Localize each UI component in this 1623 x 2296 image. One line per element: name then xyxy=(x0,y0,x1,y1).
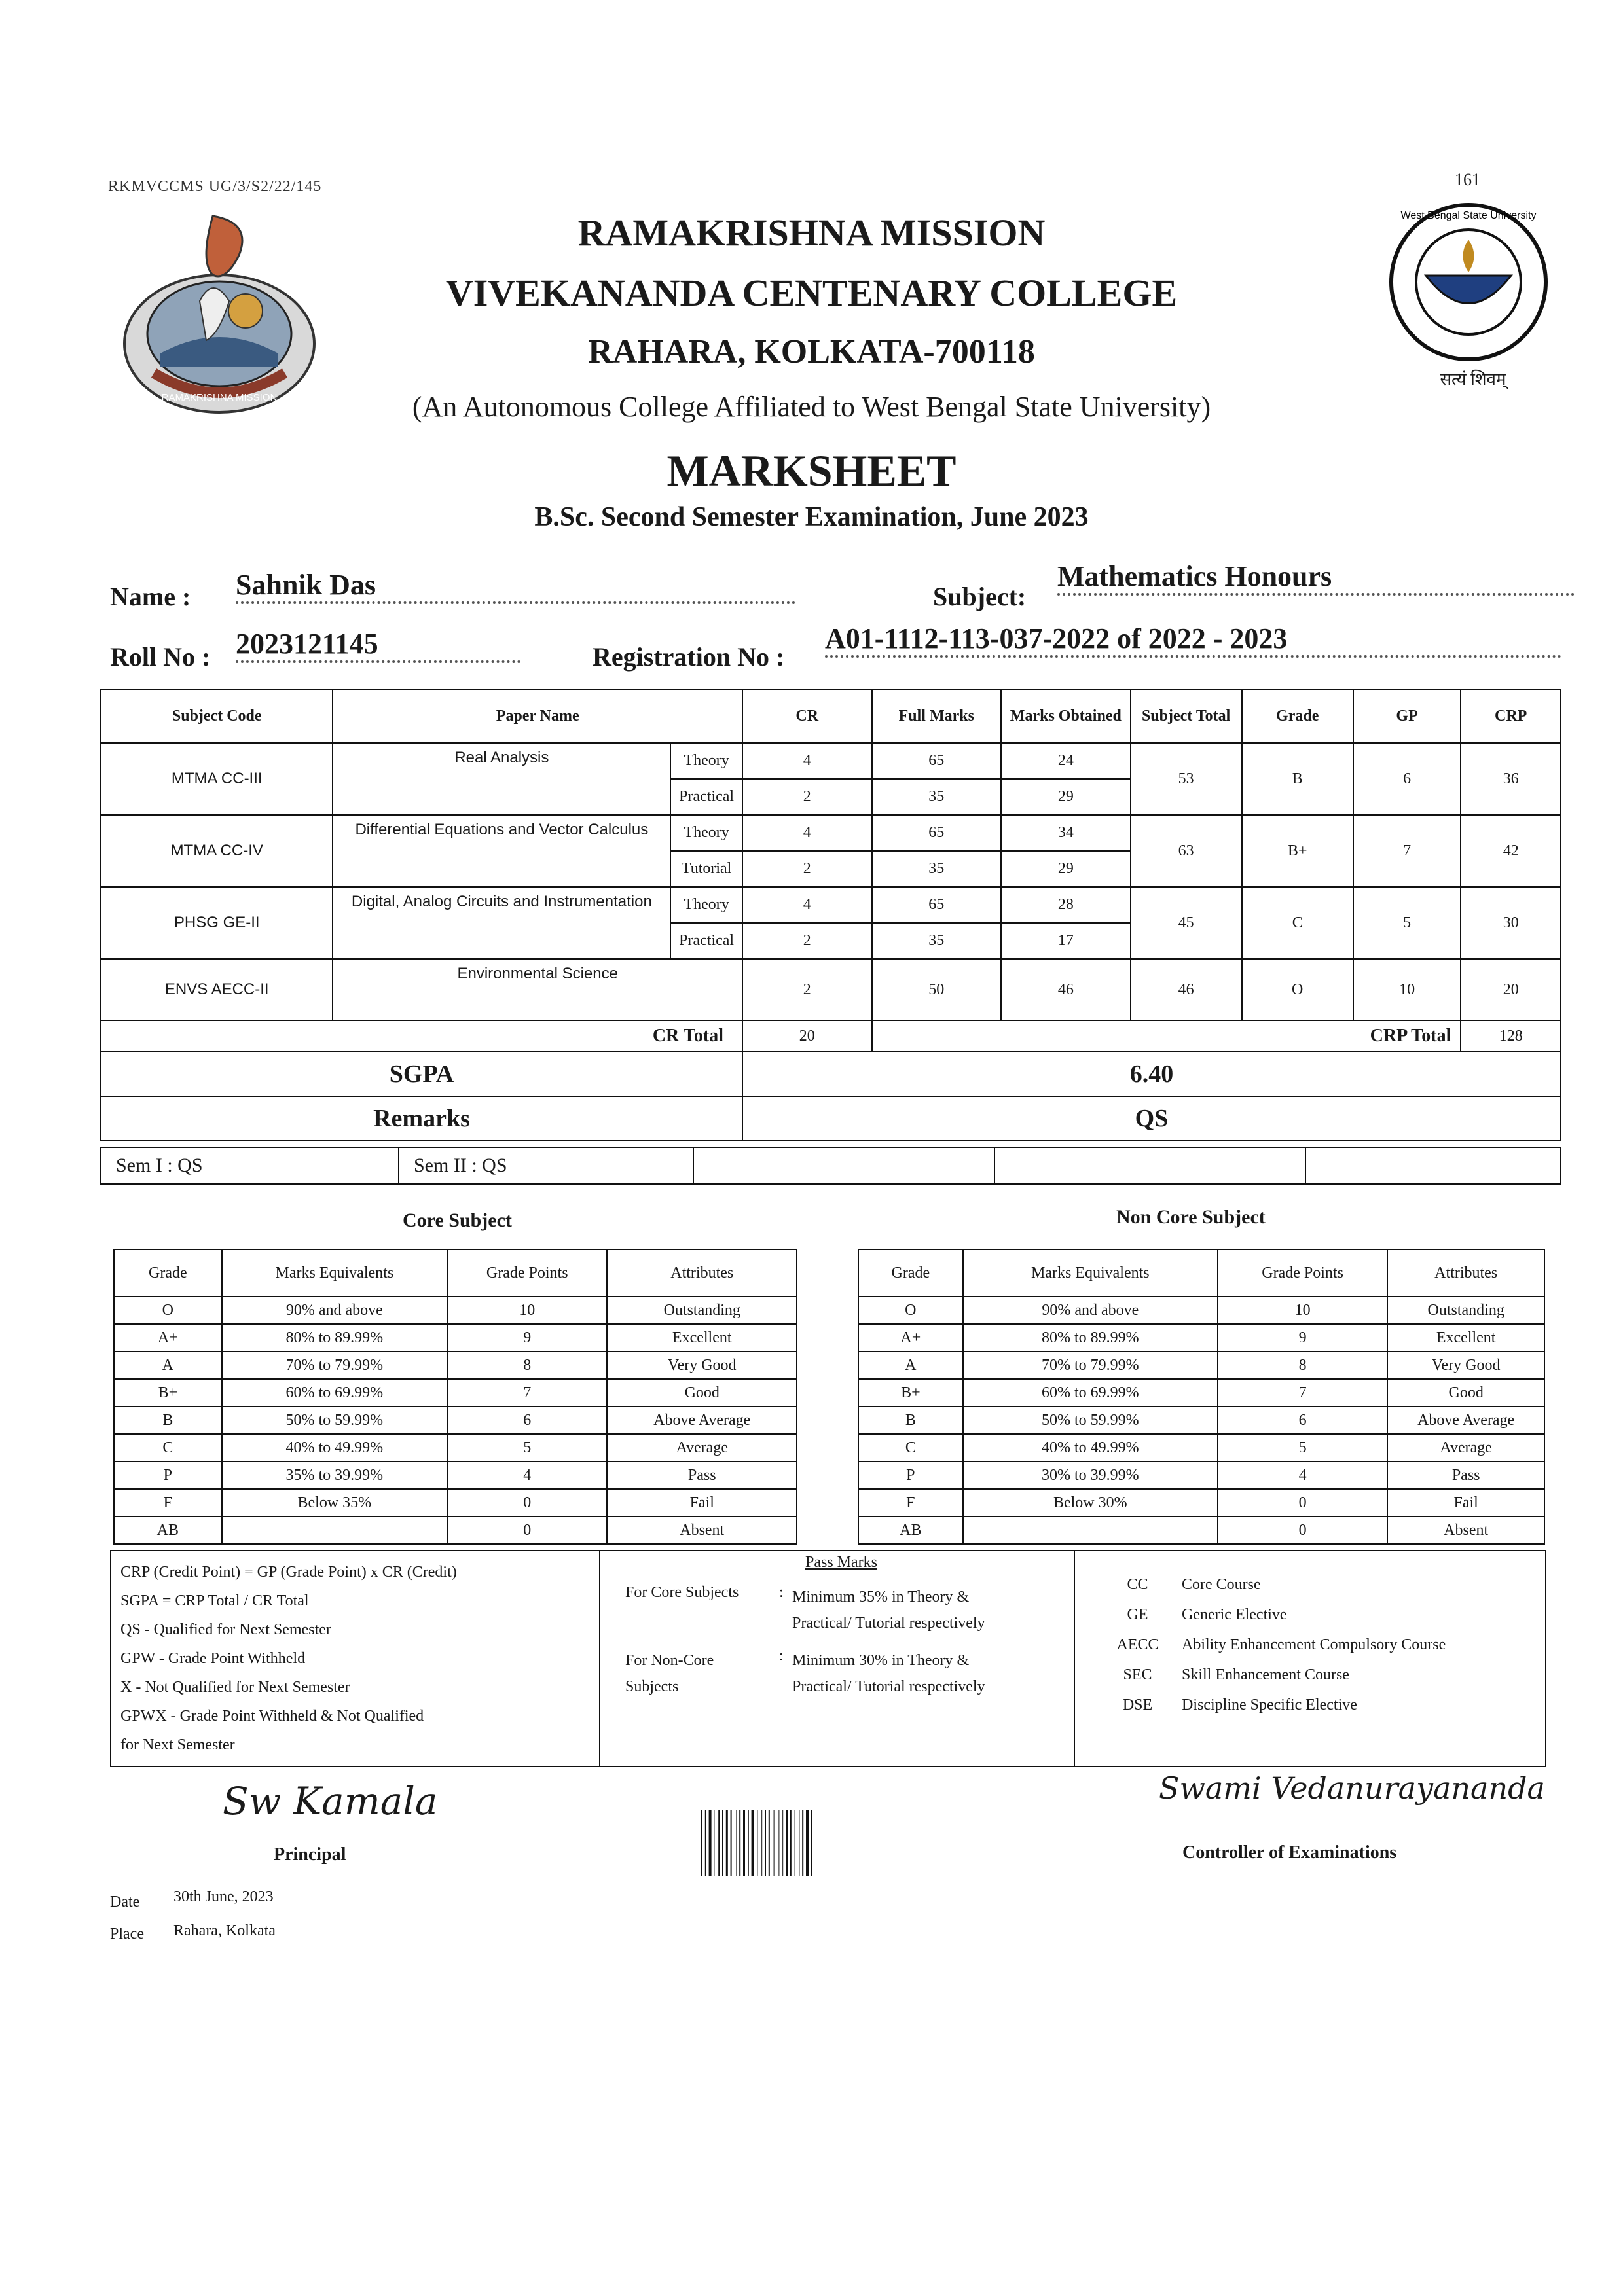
header-subject-code: Subject Code xyxy=(101,689,333,743)
subject-crp: 42 xyxy=(1461,815,1561,887)
attribute: Above Average xyxy=(1387,1407,1544,1434)
page-number: 161 xyxy=(1455,170,1480,189)
part-type: Tutorial xyxy=(670,851,742,887)
attribute: Outstanding xyxy=(607,1297,797,1324)
remarks-value: QS xyxy=(742,1096,1561,1141)
attribute: Absent xyxy=(1387,1516,1544,1544)
part-full-marks: 35 xyxy=(872,923,1002,959)
attribute: Outstanding xyxy=(1387,1297,1544,1324)
college-address: RAHARA, KOLKATA-700118 xyxy=(588,333,1035,370)
grade-points: 9 xyxy=(447,1324,607,1352)
core-subject-title: Core Subject xyxy=(403,1210,512,1231)
grade: O xyxy=(114,1297,222,1324)
barcode-bar xyxy=(705,1810,706,1876)
college-name-line1: RAMAKRISHNA MISSION xyxy=(577,211,1046,254)
attribute: Good xyxy=(607,1379,797,1407)
grade-row xyxy=(858,1516,1544,1544)
grade-points: 9 xyxy=(1218,1324,1387,1352)
attribute: Pass xyxy=(607,1462,797,1489)
grade: A xyxy=(858,1352,963,1379)
seal-motto: सत्यं शिवम् xyxy=(1440,370,1506,389)
colon: : xyxy=(779,1647,784,1664)
student-name: Sahnik Das xyxy=(236,568,795,604)
marks-equivalent: 30% to 39.99% xyxy=(963,1462,1218,1489)
attributes-header: Attributes xyxy=(1387,1249,1544,1297)
crp-total-label: CRP Total xyxy=(872,1020,1461,1052)
part-marks-obtained: 24 xyxy=(1001,743,1131,779)
grade-row xyxy=(858,1379,1544,1407)
definition-item: for Next Semester xyxy=(120,1736,235,1753)
subject-total: 63 xyxy=(1131,815,1242,887)
crp-total: 128 xyxy=(1461,1020,1561,1052)
grade-row xyxy=(114,1516,797,1544)
part-cr: 2 xyxy=(742,851,872,887)
principal-title: Principal xyxy=(274,1844,346,1865)
marks-equivalent: 50% to 59.99% xyxy=(222,1407,447,1434)
barcode-bar xyxy=(802,1810,803,1876)
abbreviation-meaning: Ability Enhancement Compulsory Course xyxy=(1182,1636,1446,1653)
barcode-bar xyxy=(743,1810,745,1876)
definitions-list xyxy=(120,1558,457,1759)
place-label: Place xyxy=(110,1926,144,1943)
part-cr: 4 xyxy=(742,743,872,779)
barcode-bar xyxy=(748,1810,749,1876)
grade: AB xyxy=(858,1516,963,1544)
barcode-bar xyxy=(774,1810,775,1876)
grade-points-header: Grade Points xyxy=(1218,1249,1387,1297)
cr-total-label: CR Total xyxy=(101,1020,742,1052)
paper-name: Differential Equations and Vector Calculus xyxy=(333,815,670,887)
part-type: Practical xyxy=(670,779,742,815)
subject-grade: C xyxy=(1242,887,1353,959)
grade: A+ xyxy=(114,1324,222,1352)
sem-empty xyxy=(693,1147,994,1184)
marks-equivalent: 70% to 79.99% xyxy=(963,1352,1218,1379)
principal-signature: Sw Kamala xyxy=(223,1779,438,1823)
grade: B xyxy=(114,1407,222,1434)
core-grade-table xyxy=(113,1249,797,1545)
marks-equiv-header: Marks Equivalents xyxy=(963,1249,1218,1297)
marks-equivalent xyxy=(222,1516,447,1544)
sgpa-label: SGPA xyxy=(101,1052,742,1096)
abbreviation-item xyxy=(1106,1660,1446,1690)
grade: P xyxy=(114,1462,222,1489)
subject-grade: O xyxy=(1242,959,1353,1020)
barcode-bar xyxy=(761,1810,762,1876)
document-title: MARKSHEET xyxy=(666,446,957,495)
grade-points-header: Grade Points xyxy=(447,1249,607,1297)
barcode-bar xyxy=(769,1810,770,1876)
barcode-bar xyxy=(806,1810,809,1876)
barcode-bar xyxy=(726,1810,728,1876)
grade: B+ xyxy=(114,1379,222,1407)
emblem-text: RAMAKRISHNA MISSION xyxy=(161,392,278,403)
barcode-bar xyxy=(765,1810,766,1876)
subject-gp: 6 xyxy=(1353,743,1461,815)
core-rule-line1: Minimum 35% in Theory & xyxy=(792,1588,970,1605)
grade-row xyxy=(114,1434,797,1462)
grade-row xyxy=(858,1352,1544,1379)
grade-row xyxy=(858,1297,1544,1324)
marks-equivalent: 40% to 49.99% xyxy=(222,1434,447,1462)
subject-gp: 10 xyxy=(1353,959,1461,1020)
coe-title: Controller of Examinations xyxy=(1182,1842,1397,1863)
attribute: Excellent xyxy=(607,1324,797,1352)
core-pass-rule xyxy=(792,1584,985,1636)
subject-crp: 20 xyxy=(1461,959,1561,1020)
barcode-bar xyxy=(701,1810,702,1876)
grade-row xyxy=(114,1407,797,1434)
colon: : xyxy=(779,1584,784,1601)
barcode-bar xyxy=(752,1810,754,1876)
marks-equivalent: 90% and above xyxy=(222,1297,447,1324)
abbreviation-item xyxy=(1106,1630,1446,1660)
marks-table xyxy=(100,689,1561,1141)
attribute: Excellent xyxy=(1387,1324,1544,1352)
subject-grade: B+ xyxy=(1242,815,1353,887)
sem2-status: Sem II : QS xyxy=(399,1147,693,1184)
header-full-marks: Full Marks xyxy=(872,689,1002,743)
grade: A+ xyxy=(858,1324,963,1352)
part-marks-obtained: 29 xyxy=(1001,851,1131,887)
grade-points: 10 xyxy=(447,1297,607,1324)
header-grade: Grade xyxy=(1242,689,1353,743)
grade: O xyxy=(858,1297,963,1324)
grade-points: 0 xyxy=(1218,1516,1387,1544)
part-cr: 2 xyxy=(742,959,872,1020)
grade-header: Grade xyxy=(858,1249,963,1297)
marks-equivalent: 60% to 69.99% xyxy=(222,1379,447,1407)
marks-equivalent xyxy=(963,1516,1218,1544)
noncore-pass-rule xyxy=(792,1647,985,1700)
attribute: Average xyxy=(607,1434,797,1462)
grade: AB xyxy=(114,1516,222,1544)
pass-marks-title: Pass Marks xyxy=(805,1554,878,1571)
grade-row xyxy=(858,1434,1544,1462)
grade-points: 6 xyxy=(1218,1407,1387,1434)
remarks-label: Remarks xyxy=(101,1096,742,1141)
sgpa-value: 6.40 xyxy=(742,1052,1561,1096)
marks-equivalent: Below 35% xyxy=(222,1489,447,1516)
cr-total: 20 xyxy=(742,1020,872,1052)
subject-gp: 7 xyxy=(1353,815,1461,887)
subject-grade: B xyxy=(1242,743,1353,815)
attributes-header: Attributes xyxy=(607,1249,797,1297)
noncore-subject-title: Non Core Subject xyxy=(1116,1206,1266,1228)
abbreviation-item xyxy=(1106,1690,1446,1720)
registration-number: A01-1112-113-037-2022 of 2022 - 2023 xyxy=(825,622,1561,658)
student-subject: Mathematics Honours xyxy=(1057,560,1575,596)
header-cr: CR xyxy=(742,689,872,743)
noncore-grade-table xyxy=(858,1249,1545,1545)
grade-points: 10 xyxy=(1218,1297,1387,1324)
part-full-marks: 65 xyxy=(872,815,1002,851)
grade-points: 0 xyxy=(447,1489,607,1516)
abbreviation-code: DSE xyxy=(1122,1696,1153,1713)
registration-label: Registration No : xyxy=(593,642,785,672)
definition-item: SGPA = CRP Total / CR Total xyxy=(120,1592,309,1609)
grade: B xyxy=(858,1407,963,1434)
definition-item: GPWX - Grade Point Withheld & Not Qualified xyxy=(120,1708,424,1725)
divider xyxy=(599,1551,600,1766)
serial-number: RKMVCCMS UG/3/S2/22/145 xyxy=(108,178,322,195)
semester-status-row xyxy=(100,1147,1561,1185)
grade: B+ xyxy=(858,1379,963,1407)
roll-label: Roll No : xyxy=(110,642,211,672)
barcode-bar xyxy=(782,1810,783,1876)
grade-row xyxy=(114,1379,797,1407)
grade-header: Grade xyxy=(114,1249,222,1297)
college-name-line2: VIVEKANANDA CENTENARY COLLEGE xyxy=(445,272,1178,314)
date-label: Date xyxy=(110,1893,140,1910)
marks-equivalent: 80% to 89.99% xyxy=(222,1324,447,1352)
header-crp: CRP xyxy=(1461,689,1561,743)
barcode-bar xyxy=(739,1810,740,1876)
definition-item: QS - Qualified for Next Semester xyxy=(120,1621,331,1638)
grade-row xyxy=(114,1489,797,1516)
issue-place: Rahara, Kolkata xyxy=(173,1922,276,1939)
part-marks-obtained: 29 xyxy=(1001,779,1131,815)
part-type: Theory xyxy=(670,887,742,923)
attribute: Absent xyxy=(607,1516,797,1544)
sem-empty xyxy=(994,1147,1305,1184)
marks-equivalent: Below 30% xyxy=(963,1489,1218,1516)
attribute: Fail xyxy=(607,1489,797,1516)
attribute: Good xyxy=(1387,1379,1544,1407)
subject-total: 45 xyxy=(1131,887,1242,959)
divider xyxy=(1074,1551,1075,1766)
affiliation: (An Autonomous College Affiliated to West Bengal State University) xyxy=(412,391,1211,423)
paper-name: Real Analysis xyxy=(333,743,670,815)
part-cr: 4 xyxy=(742,815,872,851)
paper-name: Digital, Analog Circuits and Instrumentation xyxy=(333,887,670,959)
barcode-bar xyxy=(718,1810,720,1876)
core-subjects-label: For Core Subjects xyxy=(625,1584,739,1601)
subject-code: PHSG GE-II xyxy=(101,887,333,959)
abbreviations-list xyxy=(1106,1570,1446,1720)
abbreviation-meaning: Discipline Specific Elective xyxy=(1182,1696,1357,1713)
noncore-rule-line1: Minimum 30% in Theory & xyxy=(792,1652,970,1669)
marks-equivalent: 35% to 39.99% xyxy=(222,1462,447,1489)
grade-points: 4 xyxy=(1218,1462,1387,1489)
subject-code: MTMA CC-III xyxy=(101,743,333,815)
grade-row xyxy=(114,1297,797,1324)
grade-points: 8 xyxy=(1218,1352,1387,1379)
grade: A xyxy=(114,1352,222,1379)
legend-box xyxy=(110,1550,1546,1767)
part-full-marks: 50 xyxy=(872,959,1002,1020)
issue-date: 30th June, 2023 xyxy=(173,1888,274,1905)
grade: P xyxy=(858,1462,963,1489)
part-full-marks: 35 xyxy=(872,779,1002,815)
subject-code: MTMA CC-IV xyxy=(101,815,333,887)
name-label: Name : xyxy=(110,582,191,611)
grade-points: 0 xyxy=(447,1516,607,1544)
marks-equivalent: 70% to 79.99% xyxy=(222,1352,447,1379)
definition-item: GPW - Grade Point Withheld xyxy=(120,1650,306,1667)
abbreviation-code: SEC xyxy=(1123,1666,1152,1683)
grade-row xyxy=(114,1324,797,1352)
barcode-bar xyxy=(709,1810,712,1876)
part-full-marks: 35 xyxy=(872,851,1002,887)
grade-points: 5 xyxy=(1218,1434,1387,1462)
subject-crp: 36 xyxy=(1461,743,1561,815)
grade-row xyxy=(114,1352,797,1379)
abbreviation-meaning: Skill Enhancement Course xyxy=(1182,1666,1349,1683)
part-marks-obtained: 34 xyxy=(1001,815,1131,851)
roll-number: 2023121145 xyxy=(236,627,520,663)
noncore-rule-line2: Practical/ Tutorial respectively xyxy=(792,1678,985,1695)
subject-crp: 30 xyxy=(1461,887,1561,959)
part-full-marks: 65 xyxy=(872,887,1002,923)
sem1-status: Sem I : QS xyxy=(101,1147,399,1184)
grade-row xyxy=(858,1324,1544,1352)
attribute: Average xyxy=(1387,1434,1544,1462)
definition-item: X - Not Qualified for Next Semester xyxy=(120,1679,350,1696)
part-type: Practical xyxy=(670,923,742,959)
part-marks-obtained: 17 xyxy=(1001,923,1131,959)
seal-text: West Bengal State University xyxy=(1400,210,1537,221)
grade-points: 0 xyxy=(1218,1489,1387,1516)
barcode-bar xyxy=(786,1810,788,1876)
subject-label: Subject: xyxy=(933,582,1027,611)
abbreviation-item xyxy=(1106,1600,1446,1630)
subject-code: ENVS AECC-II xyxy=(101,959,333,1020)
part-full-marks: 65 xyxy=(872,743,1002,779)
abbreviation-meaning: Generic Elective xyxy=(1182,1606,1287,1623)
part-marks-obtained: 28 xyxy=(1001,887,1131,923)
exam-name: B.Sc. Second Semester Examination, June 2023 xyxy=(534,502,1089,532)
definition-item: CRP (Credit Point) = GP (Grade Point) x CR (Credit) xyxy=(120,1564,457,1581)
sem-empty xyxy=(1305,1147,1561,1184)
noncore-label-line2: Subjects xyxy=(625,1678,679,1695)
grade-row xyxy=(858,1462,1544,1489)
grade-points: 6 xyxy=(447,1407,607,1434)
barcode xyxy=(701,1810,917,1876)
grade: C xyxy=(114,1434,222,1462)
grade-row xyxy=(858,1489,1544,1516)
marks-equivalent: 40% to 49.99% xyxy=(963,1434,1218,1462)
subject-gp: 5 xyxy=(1353,887,1461,959)
attribute: Pass xyxy=(1387,1462,1544,1489)
attribute: Very Good xyxy=(607,1352,797,1379)
grade-points: 7 xyxy=(447,1379,607,1407)
marks-equiv-header: Marks Equivalents xyxy=(222,1249,447,1297)
abbreviation-meaning: Core Course xyxy=(1182,1576,1261,1593)
marks-equivalent: 90% and above xyxy=(963,1297,1218,1324)
grade: C xyxy=(858,1434,963,1462)
abbreviation-code: AECC xyxy=(1116,1636,1159,1653)
header-gp: GP xyxy=(1353,689,1461,743)
grade-points: 7 xyxy=(1218,1379,1387,1407)
barcode-bar xyxy=(790,1810,792,1876)
subject-total: 53 xyxy=(1131,743,1242,815)
barcode-bar xyxy=(722,1810,723,1876)
part-type: Theory xyxy=(670,815,742,851)
part-type: Theory xyxy=(670,743,742,779)
marks-equivalent: 60% to 69.99% xyxy=(963,1379,1218,1407)
marks-equivalent: 50% to 59.99% xyxy=(963,1407,1218,1434)
part-cr: 2 xyxy=(742,923,872,959)
part-cr: 2 xyxy=(742,779,872,815)
noncore-label-line1: For Non-Core xyxy=(625,1652,714,1669)
marks-equivalent: 80% to 89.99% xyxy=(963,1324,1218,1352)
paper-name: Environmental Science xyxy=(333,959,742,1020)
barcode-bar xyxy=(811,1810,812,1876)
grade-points: 8 xyxy=(447,1352,607,1379)
grade-points: 5 xyxy=(447,1434,607,1462)
attribute: Above Average xyxy=(607,1407,797,1434)
grade-points: 4 xyxy=(447,1462,607,1489)
grade: F xyxy=(858,1489,963,1516)
header-marks-obtained: Marks Obtained xyxy=(1001,689,1131,743)
subject-total: 46 xyxy=(1131,959,1242,1020)
coe-signature: Swami Vedanurayananda xyxy=(1159,1770,1545,1806)
part-cr: 4 xyxy=(742,887,872,923)
grade-row xyxy=(858,1407,1544,1434)
attribute: Fail xyxy=(1387,1489,1544,1516)
abbreviation-code: CC xyxy=(1127,1576,1148,1593)
barcode-bar xyxy=(778,1810,779,1876)
abbreviation-item xyxy=(1106,1570,1446,1600)
header-subject-total: Subject Total xyxy=(1131,689,1242,743)
grade: F xyxy=(114,1489,222,1516)
header-paper-name: Paper Name xyxy=(333,689,742,743)
abbreviation-code: GE xyxy=(1127,1606,1148,1623)
core-rule-line2: Practical/ Tutorial respectively xyxy=(792,1615,985,1632)
grade-row xyxy=(114,1462,797,1489)
noncore-subjects-label xyxy=(625,1647,714,1700)
part-marks-obtained: 46 xyxy=(1001,959,1131,1020)
attribute: Very Good xyxy=(1387,1352,1544,1379)
barcode-bar xyxy=(736,1810,737,1876)
barcode-bar xyxy=(731,1810,732,1876)
